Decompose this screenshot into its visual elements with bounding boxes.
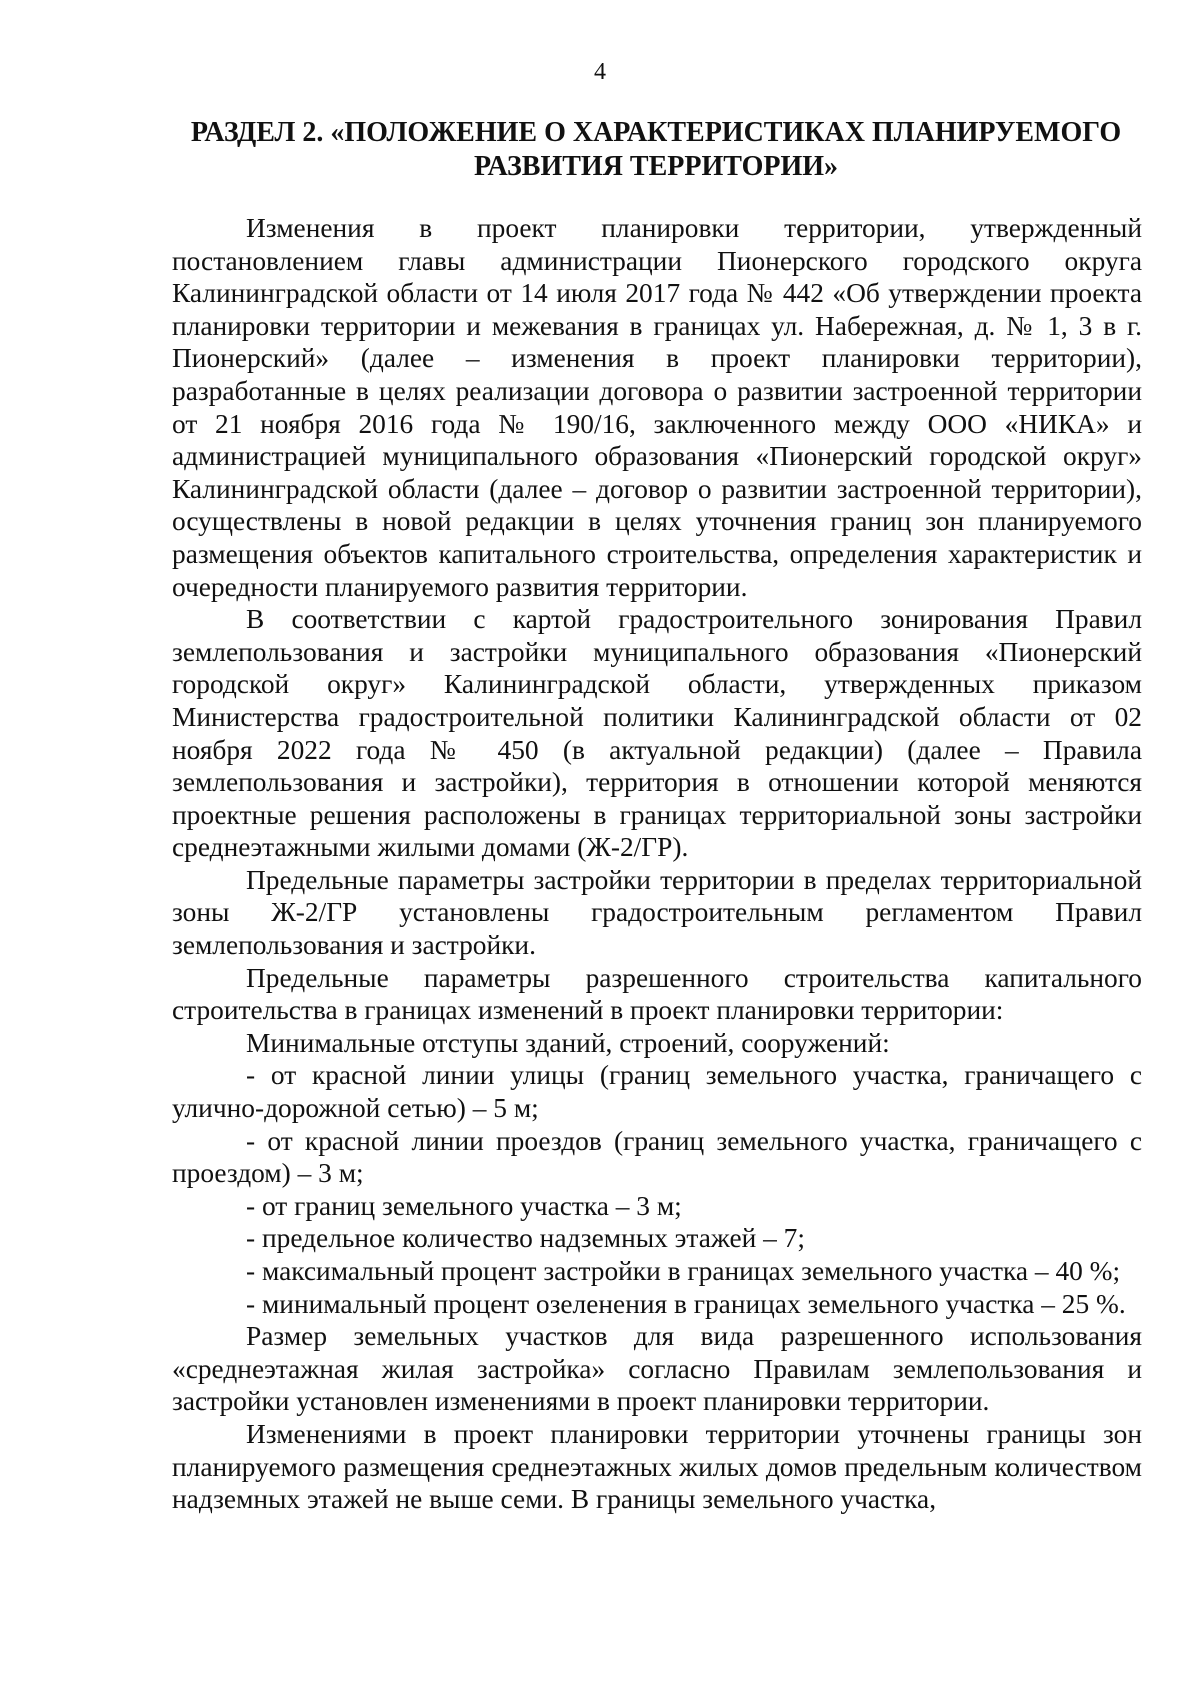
list-item-greening-percent: - минимальный процент озеленения в границах земельного участка – 25 %. [246,1288,1126,1319]
section-heading: РАЗДЕЛ 2. «ПОЛОЖЕНИЕ О ХАРАКТЕРИСТИКАХ ПЛАНИРУЕМОГО РАЗВИТИЯ ТЕРРИТОРИИ» [190,117,1122,182]
paragraph-1: Изменения в проект планировки территории, утвержденный постановлением главы администрации Пионерского городского округа Калининградской области от 14 июля 2017 года № 442 «Об утверждении проекта планировки территории и межевания в границах ул. Набережная, д. № 1, 3 в г. Пионерский» (далее – изменения в проект планировки территории), разработанные в целях реализации договора о развитии застроенной территории от 21 ноября 2016 года № 190/16, заключенного между ООО «НИКА» и администрацией муниципального образования «Пионерский городской округ» Калининградской области (далее – договор о развитии застроенной территории), осуществлены в новой редакции в целях уточнения границ зон планируемого размещения объектов капитального строительства, определения характеристик и очередности планируемого развития территории. [172,213,1142,602]
list-item-floors: - предельное количество надземных этажей – 7; [246,1223,805,1254]
document-body [172,212,1142,1516]
paragraph-4: Предельные параметры разрешенного строительства капитального строительства в границах изменений в проект планировки территории: [172,962,1142,1026]
paragraph-7: Изменениями в проект планировки территории уточнены границы зон планируемого размещения среднеэтажных жилых домов предельным количеством надземных этажей не выше семи. В границы земельного участка, [172,1418,1142,1515]
paragraph-3: Предельные параметры застройки территории в пределах территориальной зоны Ж-2/ГР установлены градостроительным регламентом Правил землепользования и застройки. [172,864,1142,961]
list-item-driveway-setback: - от красной линии проездов (границ земельного участка, граничащего с проездом) – 3 м; [172,1125,1142,1189]
paragraph-6: Размер земельных участков для вида разрешенного использования «среднеэтажная жилая застройка» согласно Правилам землепользования и застройки установлен изменениями в проект планировки территории. [172,1321,1142,1417]
page-number: 4 [594,59,606,85]
list-item-street-setback: - от красной линии улицы (границ земельного участка, граничащего с улично-дорожной сетью) – 5 м; [172,1060,1142,1124]
paragraph-5: Минимальные отступы зданий, строений, сооружений: [246,1027,890,1058]
list-item-plot-setback: - от границ земельного участка – 3 м; [246,1190,682,1221]
paragraph-2: В соответствии с картой градостроительного зонирования Правил землепользования и застройки муниципального образования «Пионерский городской округ» Калининградской области, утвержденных приказом Министерства градостроительной политики Калининградской области от 02 ноября 2022 года № 450 (в актуальной редакции) (далее – Правила землепользования и застройки), территория в отношении которой меняются проектные решения расположены в границах территориальной зоны застройки среднеэтажными жилыми домами (Ж-2/ГР). [172,604,1142,863]
list-item-building-percent: - максимальный процент застройки в границах земельного участка – 40 %; [246,1256,1121,1286]
